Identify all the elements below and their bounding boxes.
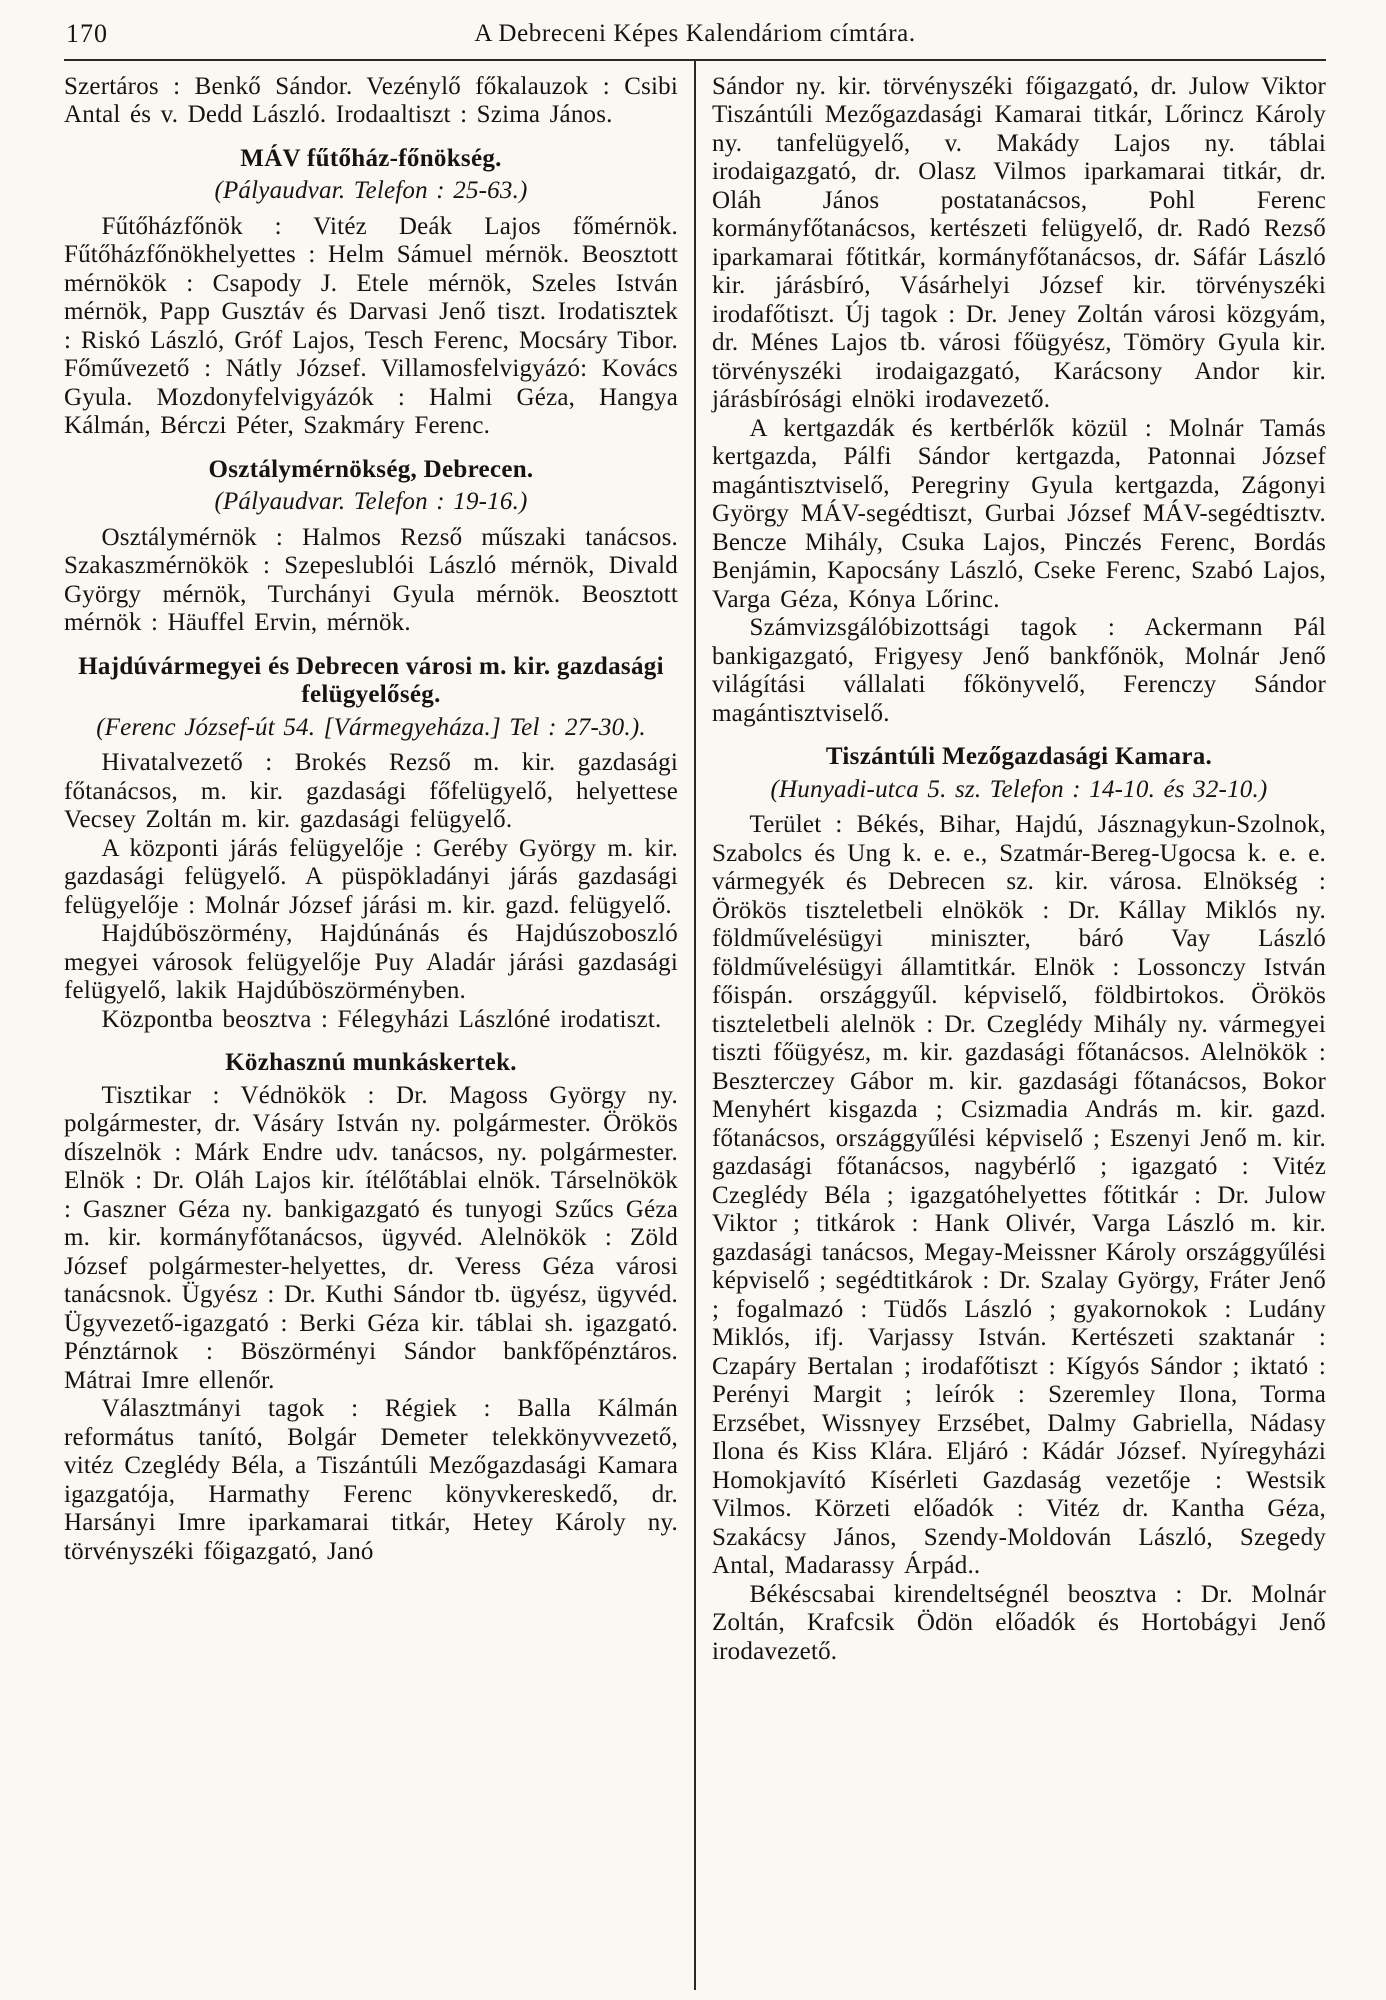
- paragraph: A központi járás felügyelője : Geréby György m. kir. gazdasági felügyelő. A püspökladányi járás gazdasági felügyelője : Molnár József járási m. kir. gazd. felügyelő.: [64, 834, 678, 919]
- page-number: 170: [66, 19, 108, 48]
- paragraph: Hajdúböszörmény, Hajdúnánás és Hajdúszoboszló megyei városok felügyelője Puy Aladár járási gazdasági felügyelő, lakik Hajdúböszörményben.: [64, 920, 678, 1004]
- page-header: [64, 14, 1326, 61]
- paragraph: Békéscsabai kirendeltségnél beosztva : Dr. Molnár Zoltán, Krafcsik Ödön előadók és Hortobágyi Jenő irodavezető.: [712, 1580, 1326, 1665]
- section-heading: Hajdúvármegyei és Debrecen városi m. kir. gazdasági felügyelőség.: [78, 652, 664, 708]
- two-column-body: [64, 61, 1326, 1991]
- paragraph: Fűtőházfőnök : Vitéz Deák Lajos főmérnök. Fűtőházfőnökhelyettes : Helm Sámuel mérnök. Beosztott mérnökök : Csapody J. Etele mérnök, Szeles István mérnök, Papp Gusztáv és Darvasi Jenő tiszt. Irodatisztek : Riskó László, Gróf Lajos, Tesch Ferenc, Mocsáry Tibor. Főművezető : Nátly József. Villamosfelvigyázó: Kovács Gyula. Mozdonyfelvigyázók : Halmi Géza, Hangya Kálmán, Bérczi Péter, Szakmáry Ferenc.: [64, 212, 678, 439]
- address-telephone-line: (Ferenc József-út 54. [Vármegyeháza.] Tel : 27-30.).: [96, 713, 646, 741]
- paragraph: Hivatalvezető : Brokés Rezső m. kir. gazdasági főtanácsos, m. kir. gazdasági főfelügyelő, helyettese Vecsey Zoltán m. kir. gazdasági felügyelő.: [64, 749, 678, 833]
- paragraph: A kertgazdák és kertbérlők közül : Molnár Tamás kertgazda, Pálfi Sándor kertgazda, Patonnai József magántisztviselő, Peregriny Gyula kertgazda, Zágonyi György MÁV-segédtiszt, Gurbai József MÁV-segédtisztv. Bencze Mihály, Csuka Lajos, Pinczés Ferenc, Bordás Benjámin, Kapocsány László, Cseke Ferenc, Szabó Lajos, Varga Géza, Kónya Lőrinc.: [712, 414, 1326, 613]
- section-heading: MÁV fűtőház-főnökség.: [240, 144, 502, 172]
- address-telephone-line: (Hunyadi-utca 5. sz. Telefon : 14-10. és 32-10.): [770, 775, 1268, 803]
- paragraph: Terület : Békés, Bihar, Hajdú, Jásznagykun-Szolnok, Szabolcs és Ung k. e. e., Szatmár-Bereg-Ugocsa k. e. e. vármegyék és Debrecen sz. kir. városa. Elnökség : Örökös tiszteletbeli elnökök : Dr. Kállay Miklós ny. földművelésügyi miniszter, báró Vay László földművelésügyi államtitkár. Elnök : Lossonczy István főispán. országgyűl. képviselő, földbirtokos. Örökös tiszteletbeli alelnök : Dr. Czeglédy Mihály ny. vármegyei tiszti főügyész, m. kir. gazdasági főtanácsos. Alelnökök : Beszterczey Gábor m. kir. gazdasági főtanácsos, Bokor Menyhért kisgazda ; Csizmadia András m. kir. gazd. főtanácsos, országgyűlési képviselő ; Eszenyi Jenő m. kir. gazdasági főtanácsos, nagybérlő ; igazgató : Vitéz Czeglédy Béla ; igazgatóhelyettes főtitkár : Dr. Julow Viktor ; titkárok : Hank Olivér, Varga László m. kir. gazdasági tanácsos, Megay-Meissner Károly országgyűlési képviselő ; segédtitkárok : Dr. Szalay György, Fráter Jenő ; fogalmazó : Tüdős László ; gyakornokok : Ludány Miklós, ifj. Varjassy István. Kertészeti szaktanár : Czapáry Bertalan ; irodafőtiszt : Kígyós Sándor ; iktató : Perényi Margit ; leírók : Szeremley Ilona, Torma Erzsébet, Wissnyey Erzsébet, Dalmy Gabriella, Nádasy Ilona és Kiss Klára. Eljáró : Kádár József. Nyíregyházi Homokjavító Kísérleti Gazdaság vezetője : Westsik Vilmos. Körzeti előadók : Vitéz dr. Kantha Géza, Szakácsy János, Szendy-Moldován László, Szegedy Antal, Madarassy Árpád..: [712, 811, 1326, 1579]
- address-telephone-line: (Pályaudvar. Telefon : 25-63.): [214, 177, 528, 204]
- page-title: A Debreceni Képes Kalendáriom címtára.: [474, 20, 916, 47]
- column-divider: [694, 61, 696, 1991]
- paragraph: Számvizsgálóbizottsági tagok : Ackermann Pál bankigazgató, Frigyesy Jenő bankfőnök, Molnár Jenő világítási vállalati főkönyvelő, Ferenczy Sándor magántisztviselő.: [712, 614, 1326, 727]
- section-heading: Osztálymérnökség, Debrecen.: [208, 455, 534, 483]
- section-heading: Közhasznú munkáskertek.: [225, 1049, 517, 1076]
- paragraph: Választmányi tagok : Régiek : Balla Kálmán református tanító, Bolgár Demeter telekkönyvvezető, vitéz Czeglédy Béla, a Tiszántúli Mezőgazdasági Kamara igazgatója, Harmathy Ferenc könyvkereskedő, dr. Harsányi Imre iparkamarai titkár, Hetey Károly ny. törvényszéki főigazgató, Janó: [64, 1395, 678, 1565]
- paragraph: Sándor ny. kir. törvényszéki főigazgató, dr. Julow Viktor Tiszántúli Mezőgazdasági Kamarai titkár, Lőrincz Károly ny. tanfelügyelő, v. Makády Lajos ny. táblai irodaigazgató, dr. Olasz Vilmos iparkamarai titkár, dr. Oláh János postatanácsos, Pohl Ferenc kormányfőtanácsos, kertészeti felügyelő, dr. Radó Rezső iparkamarai főtitkár, kormányfőtanácsos, dr. Sáfár László kir. járásbíró, Vásárhelyi József kir. törvényszéki irodafőtiszt. Új tagok : Dr. Jeney Zoltán városi közgyám, dr. Ménes Lajos tb. városi főügyész, Tömöry Gyula kir. törvényszéki irodaigazgató, Karácsony Andor kir. járásbírósági elnöki irodavezető.: [712, 72, 1326, 413]
- section-heading: Tiszántúli Mezőgazdasági Kamara.: [825, 743, 1213, 770]
- paragraph: Tisztikar : Védnökök : Dr. Magoss György ny. polgármester, dr. Vásáry István ny. polgármester. Örökös díszelnök : Márk Endre udv. tanácsos, ny. polgármester. Elnök : Dr. Oláh Lajos kir. ítélőtáblai elnök. Társelnökök : Gaszner Géza ny. bankigazgató és tunyogi Szűcs Géza m. kir. kormányfőtanácsos, ügyvéd. Alelnökök : Zöld József polgármester-helyettes, dr. Veress Géza városi tanácsnok. Ügyész : Dr. Kuthi Sándor tb. ügyész, ügyvéd. Ügyvezető-igazgató : Berki Géza kir. táblai sh. igazgató. Pénztárnok : Böszörményi Sándor bankfőpénztáros. Mátrai Imre ellenőr.: [64, 1081, 678, 1394]
- right-column: [712, 73, 1326, 1991]
- paragraph: Központba beosztva : Félegyházi Lászlóné irodatiszt.: [101, 1005, 662, 1033]
- left-column: [64, 73, 678, 1991]
- paragraph: Szertáros : Benkő Sándor. Vezénylő főkalauzok : Csibi Antal és v. Dedd László. Irodaaltiszt : Szima János.: [64, 72, 678, 128]
- address-telephone-line: (Pályaudvar. Telefon : 19-16.): [214, 488, 528, 515]
- paragraph: Osztálymérnök : Halmos Rezső műszaki tanácsos. Szakaszmérnökök : Szepeslublói László mérnök, Divald György mérnök, Turchányi Gyula mérnök. Beosztott mérnök : Häuffel Ervin, mérnök.: [64, 523, 678, 636]
